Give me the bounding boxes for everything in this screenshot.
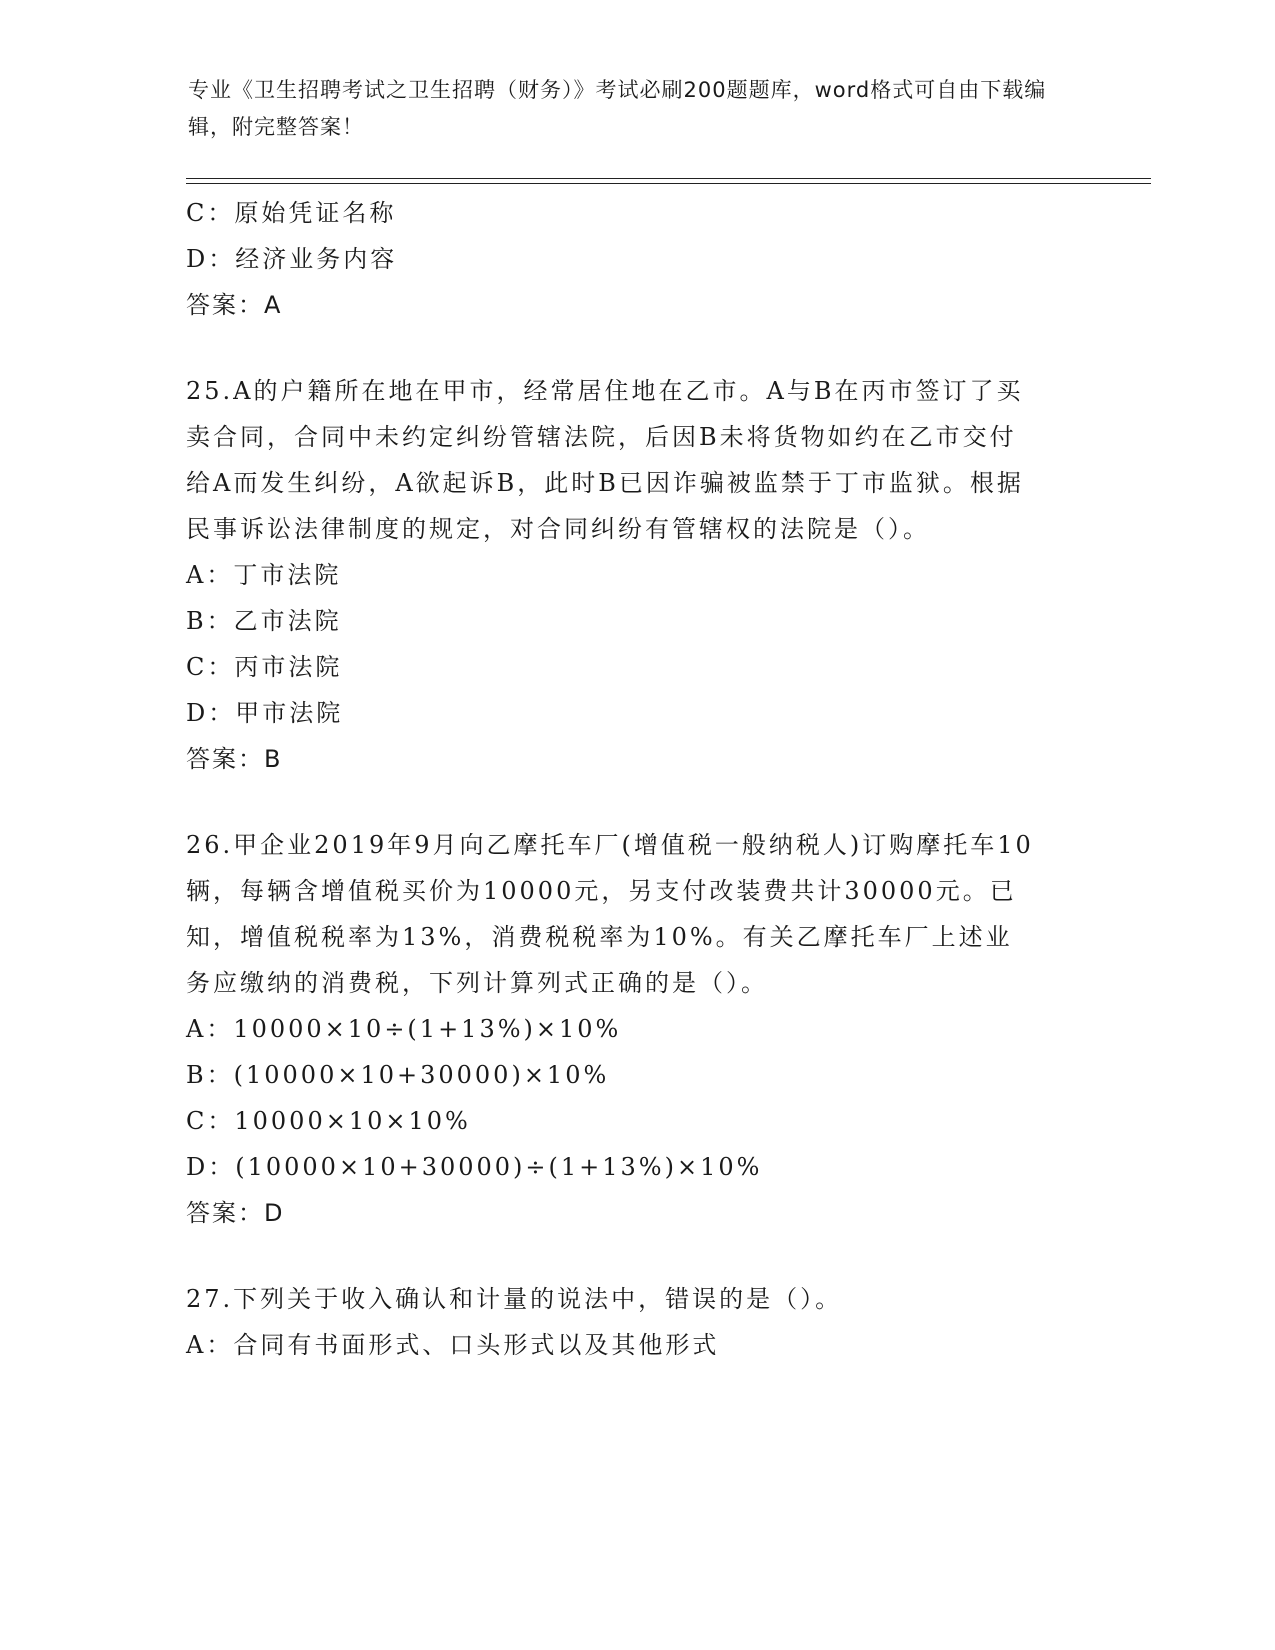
option-d: D：经济业务内容 [186, 245, 398, 273]
option-b: B：乙市法院 [186, 607, 342, 635]
question-25 [186, 368, 1086, 782]
option-a: A：合同有书面形式、口头形式以及其他形式 [186, 1331, 720, 1359]
header-rule-top [186, 178, 1151, 179]
answer: 答案：A [186, 291, 283, 319]
option-d: D：(10000×10+30000)÷(1+13%)×10% [186, 1153, 763, 1181]
option-c: C：10000×10×10% [186, 1107, 471, 1135]
option-a: A：丁市法院 [186, 561, 342, 589]
question-text: 26.甲企业2019年9月向乙摩托车厂(增值税一般纳税人)订购摩托车10辆，每辆含增值税买价为10000元，另支付改装费共计30000元。已知，增值税税率为13%，消费税税率为10%。有关乙摩托车厂上述业务应缴纳的消费税，下列计算列式正确的是（）。 [186, 831, 1034, 997]
header-rule-bottom [186, 183, 1151, 184]
question-text: 27.下列关于收入确认和计量的说法中，错误的是（）。 [186, 1285, 843, 1313]
option-c: C：丙市法院 [186, 653, 343, 681]
answer: 答案：B [186, 745, 283, 773]
page-header: 专业《卫生招聘考试之卫生招聘（财务）》考试必刷200题题库，word格式可自由下载编辑，附完整答案！ [188, 78, 1047, 139]
option-b: B：(10000×10+30000)×10% [186, 1061, 610, 1089]
question-26 [186, 822, 1086, 1236]
option-d: D：甲市法院 [186, 699, 344, 727]
question-text: 25.A的户籍所在地在甲市，经常居住地在乙市。A与B在丙市签订了买卖合同，合同中未约定纠纷管辖法院，后因B未将货物如约在乙市交付给A而发生纠纷，A欲起诉B，此时B已因诈骗被监禁于丁市监狱。根据民事诉讼法律制度的规定，对合同纠纷有管辖权的法院是（）。 [186, 377, 1024, 543]
document-content [186, 190, 1086, 1368]
option-a: A：10000×10÷(1+13%)×10% [186, 1015, 622, 1043]
question-24-continuation [186, 190, 1086, 328]
option-c: C：原始凭证名称 [186, 199, 397, 227]
question-27 [186, 1276, 1086, 1368]
answer: 答案：D [186, 1199, 285, 1227]
